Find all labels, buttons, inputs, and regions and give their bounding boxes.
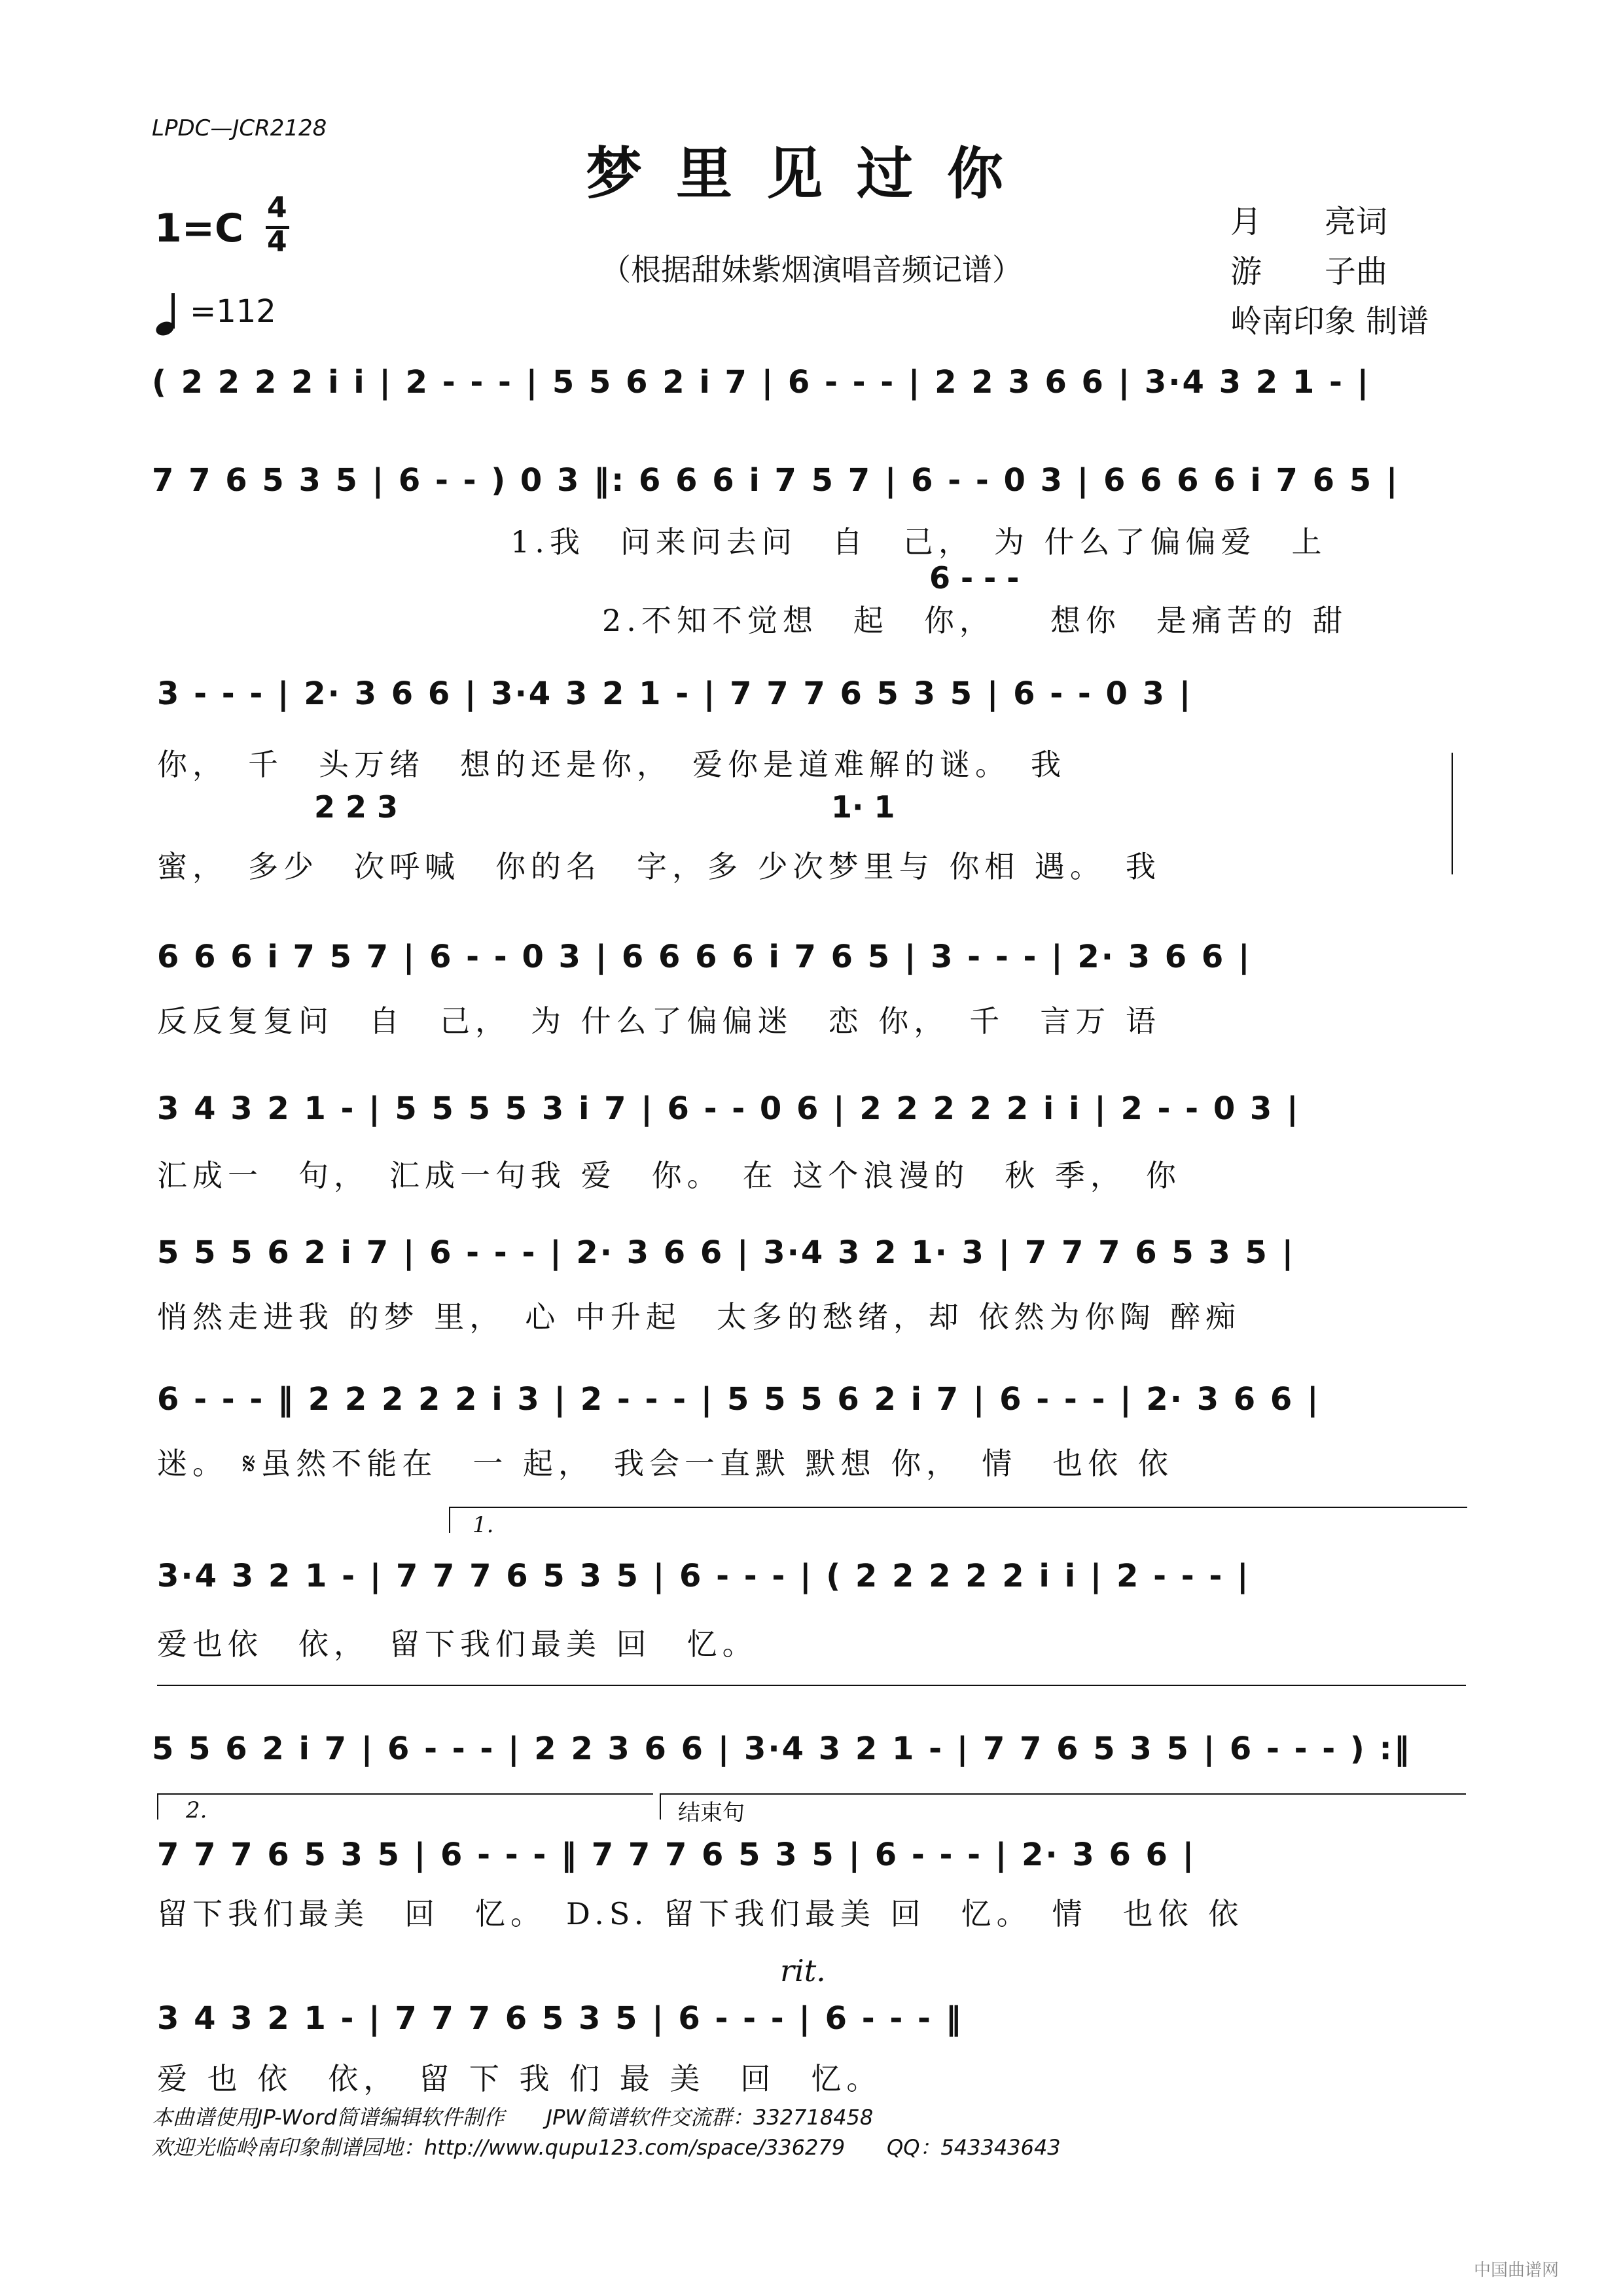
first-ending-bracket-start	[449, 1507, 450, 1533]
lyrics-verse-2-line-2: 蜜， 多少 次呼喊 你的名 字，多 少次梦里与 你相 遇。 我	[157, 849, 1161, 884]
alternate-notes-2: 2 2 3	[314, 789, 399, 825]
song-title: 梦里见过你	[586, 141, 1037, 207]
notation-system-2: 7 7 6 5 3 5 | 6 - - ) 0 3 ‖: 6 6 6 i 7 5 7 | 6 - - 0 3 | 6 6 6 6 i 7 6 5 |	[152, 462, 1400, 499]
ritardando-marking: rit.	[780, 1953, 826, 1988]
coda-label: 结束句	[678, 1800, 745, 1826]
lyrics-line-4: 反反复复问 自 己， 为 什么了偏偏迷 恋 你， 千 言万 语	[157, 1003, 1161, 1039]
lyrics-verse-2-line-1: 2.不知不觉想 起 你， 想你 是痛苦的 甜	[602, 603, 1348, 638]
lyrics-line-8: 爱也依 依， 留下我们最美 回 忆。	[157, 1626, 758, 1662]
lyrics-verse-1-line-2: 你， 千 头万绪 想的还是你， 爱你是道难解的谜。 我	[157, 747, 1066, 782]
second-ending-label: 2.	[186, 1797, 207, 1823]
notation-system-8: 3·4 3 2 1 - | 7 7 7 6 5 3 5 | 6 - - - | ( 2 2 2 2 2 i i | 2 - - - |	[157, 1558, 1251, 1594]
credit-arranger: 岭南印象 制谱	[1230, 303, 1429, 340]
lyrics-line-11: 爱 也 依 依， 留 下 我 们 最 美 回 忆。	[157, 2061, 882, 2096]
notation-system-7: 6 - - - ‖ 2 2 2 2 2 i 3 | 2 - - - | 5 5 5 6 2 i 7 | 6 - - - | 2· 3 6 6 |	[157, 1381, 1321, 1418]
tempo-marking: =112	[190, 293, 276, 330]
subtitle: （根据甜妹紫烟演唱音频记谱）	[601, 252, 1022, 287]
lyrics-verse-1-line-1: 1.我 问来问去问 自 己， 为 什么了偏偏爱 上	[510, 524, 1327, 560]
second-ending-bracket-start	[157, 1793, 158, 1820]
lyrics-line-6: 悄然走进我 的梦 里， 心 中升起 太多的愁绪，却 依然为你陶 醉痴	[157, 1299, 1241, 1335]
notation-system-6: 5 5 5 6 2 i 7 | 6 - - - | 2· 3 6 6 | 3·4 3 2 1· 3 | 7 7 7 6 5 3 5 |	[157, 1234, 1296, 1271]
verse-bracket	[1452, 753, 1453, 874]
coda-bracket	[660, 1793, 1466, 1795]
notation-system-9: 5 5 6 2 i 7 | 6 - - - | 2 2 3 6 6 | 3·4 3 2 1 - | 7 7 6 5 3 5 | 6 - - - ) :‖	[152, 1731, 1412, 1767]
watermark-logo: 中国曲谱网	[1474, 2261, 1560, 2280]
alternate-notes-3: 1· 1	[831, 789, 895, 825]
score-code: LPDC—JCR2128	[152, 115, 327, 141]
coda-bracket-start	[660, 1793, 661, 1820]
notation-system-4: 6 6 6 i 7 5 7 | 6 - - 0 3 | 6 6 6 6 i 7 6 5 | 3 - - - | 2· 3 6 6 |	[157, 939, 1252, 975]
credit-lyricist: 月 亮词	[1230, 204, 1388, 240]
lyrics-line-7: 迷。 𝄋虽然不能在 一 起， 我会一直默 默想 你， 情 也依 依	[157, 1446, 1173, 1481]
notation-system-1: ( 2 2 2 2 i i | 2 - - - | 5 5 6 2 i 7 | 6 - - - | 2 2 3 6 6 | 3·4 3 2 1 - |	[152, 364, 1371, 401]
first-ending-continuation	[157, 1685, 1466, 1686]
footer-website-note: 欢迎光临岭南印象制谱园地：http://www.qupu123.com/space/336279 QQ：543343643	[152, 2135, 1061, 2160]
credit-composer: 游 子曲	[1230, 253, 1388, 290]
footer-software-note: 本曲谱使用JP-Word简谱编辑软件制作 JPW简谱软件交流群：332718458	[152, 2105, 874, 2130]
time-signature-bottom: 4	[267, 225, 287, 259]
first-ending-bracket	[449, 1507, 1467, 1508]
quarter-note-icon	[154, 291, 182, 336]
first-ending-label: 1.	[473, 1512, 494, 1538]
notation-system-11: 3 4 3 2 1 - | 7 7 7 6 5 3 5 | 6 - - - | 6 - - - ‖	[157, 2000, 963, 2037]
notation-system-3: 3 - - - | 2· 3 6 6 | 3·4 3 2 1 - | 7 7 7 6 5 3 5 | 6 - - 0 3 |	[157, 675, 1193, 712]
second-ending-bracket	[157, 1793, 653, 1795]
notation-system-5: 3 4 3 2 1 - | 5 5 5 5 3 i 7 | 6 - - 0 6 | 2 2 2 2 2 i i | 2 - - 0 3 |	[157, 1090, 1300, 1127]
alternate-notes-1: 6 - - -	[929, 560, 1020, 596]
lyrics-line-10: 留下我们最美 回 忆。 D.S. 留下我们最美 回 忆。 情 也依 依	[157, 1896, 1244, 1931]
key-signature: 1=C	[154, 206, 244, 251]
notation-system-10: 7 7 7 6 5 3 5 | 6 - - - ‖ 7 7 7 6 5 3 5 | 6 - - - | 2· 3 6 6 |	[157, 1837, 1196, 1873]
lyrics-line-5: 汇成一 句， 汇成一句我 爱 你。 在 这个浪漫的 秋 季， 你	[157, 1158, 1181, 1193]
time-signature-top: 4	[267, 191, 287, 224]
